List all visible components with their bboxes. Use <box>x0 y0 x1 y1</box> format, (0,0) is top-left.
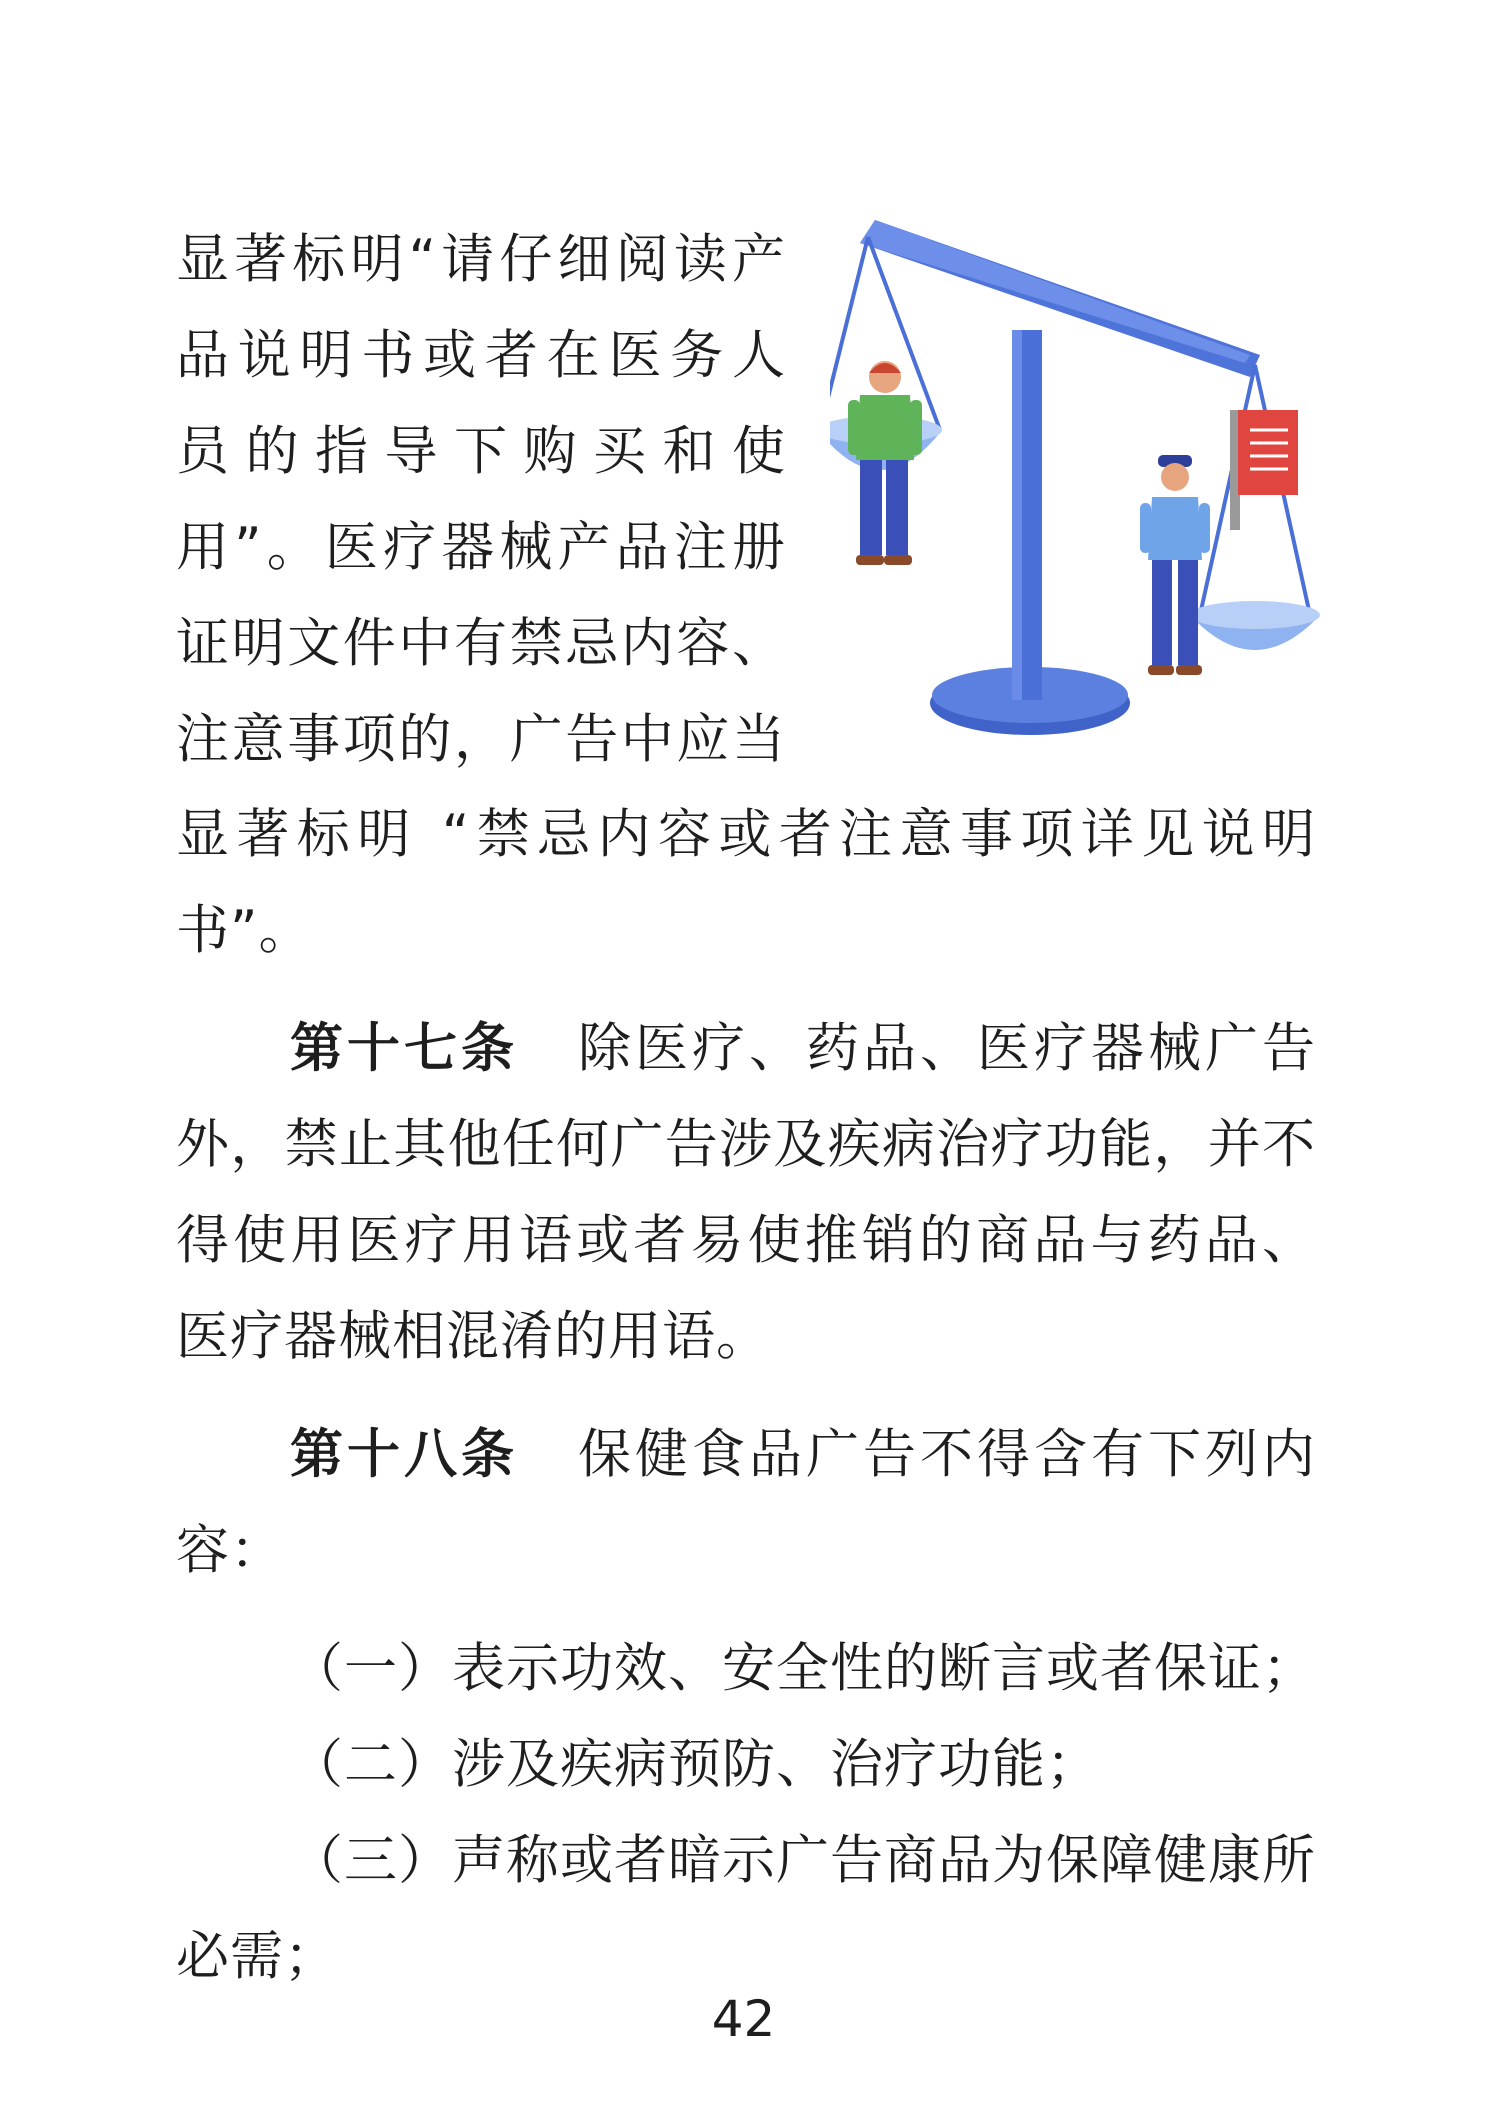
text-line: 医疗器械相混淆的用语。 <box>176 1306 770 1367</box>
list-item-continuation: 必需； <box>176 1926 338 1987</box>
body-text <box>176 787 1316 2005</box>
text-line: 外，禁止其他任何广告涉及疾病治疗功能，并不 <box>176 1114 1316 1175</box>
text-line: 显著标明“请仔细阅读产 <box>176 229 786 290</box>
article-18-label: 第十八条 <box>290 1424 518 1485</box>
article-18-text: 保健食品广告不得含有下列内 <box>578 1424 1316 1485</box>
scales-of-justice-illustration <box>830 215 1330 745</box>
text-line: 书”。 <box>176 900 313 961</box>
article-17-text: 除医疗、药品、医疗器械广告 <box>578 1018 1316 1079</box>
list-item: （一）表示功效、安全性的断言或者保证； <box>290 1638 1316 1699</box>
text-line: 员的指导下购买和使 <box>176 421 786 482</box>
text-line: 得使用医疗用语或者易使推销的商品与药品、 <box>176 1210 1316 1271</box>
page-number: 42 <box>711 1990 776 2048</box>
text-line: 证明文件中有禁忌内容、 <box>176 613 786 674</box>
article-17-first-line <box>176 1001 1316 1097</box>
text-line: 用”。医疗器械产品注册 <box>176 517 786 578</box>
text-line: 品说明书或者在医务人 <box>176 325 786 386</box>
text-line: 注意事项的，广告中应当 <box>176 709 786 770</box>
text-line: 容： <box>176 1520 284 1581</box>
article-17-label: 第十七条 <box>290 1018 518 1079</box>
intro-wrap-text <box>176 212 786 788</box>
list-item: （二）涉及疾病预防、治疗功能； <box>290 1734 1100 1795</box>
article-18-first-line <box>176 1407 1316 1503</box>
text-line: 显著标明 “禁忌内容或者注意事项详见说明 <box>176 804 1316 865</box>
list-item: （三）声称或者暗示广告商品为保障健康所 <box>290 1830 1316 1891</box>
